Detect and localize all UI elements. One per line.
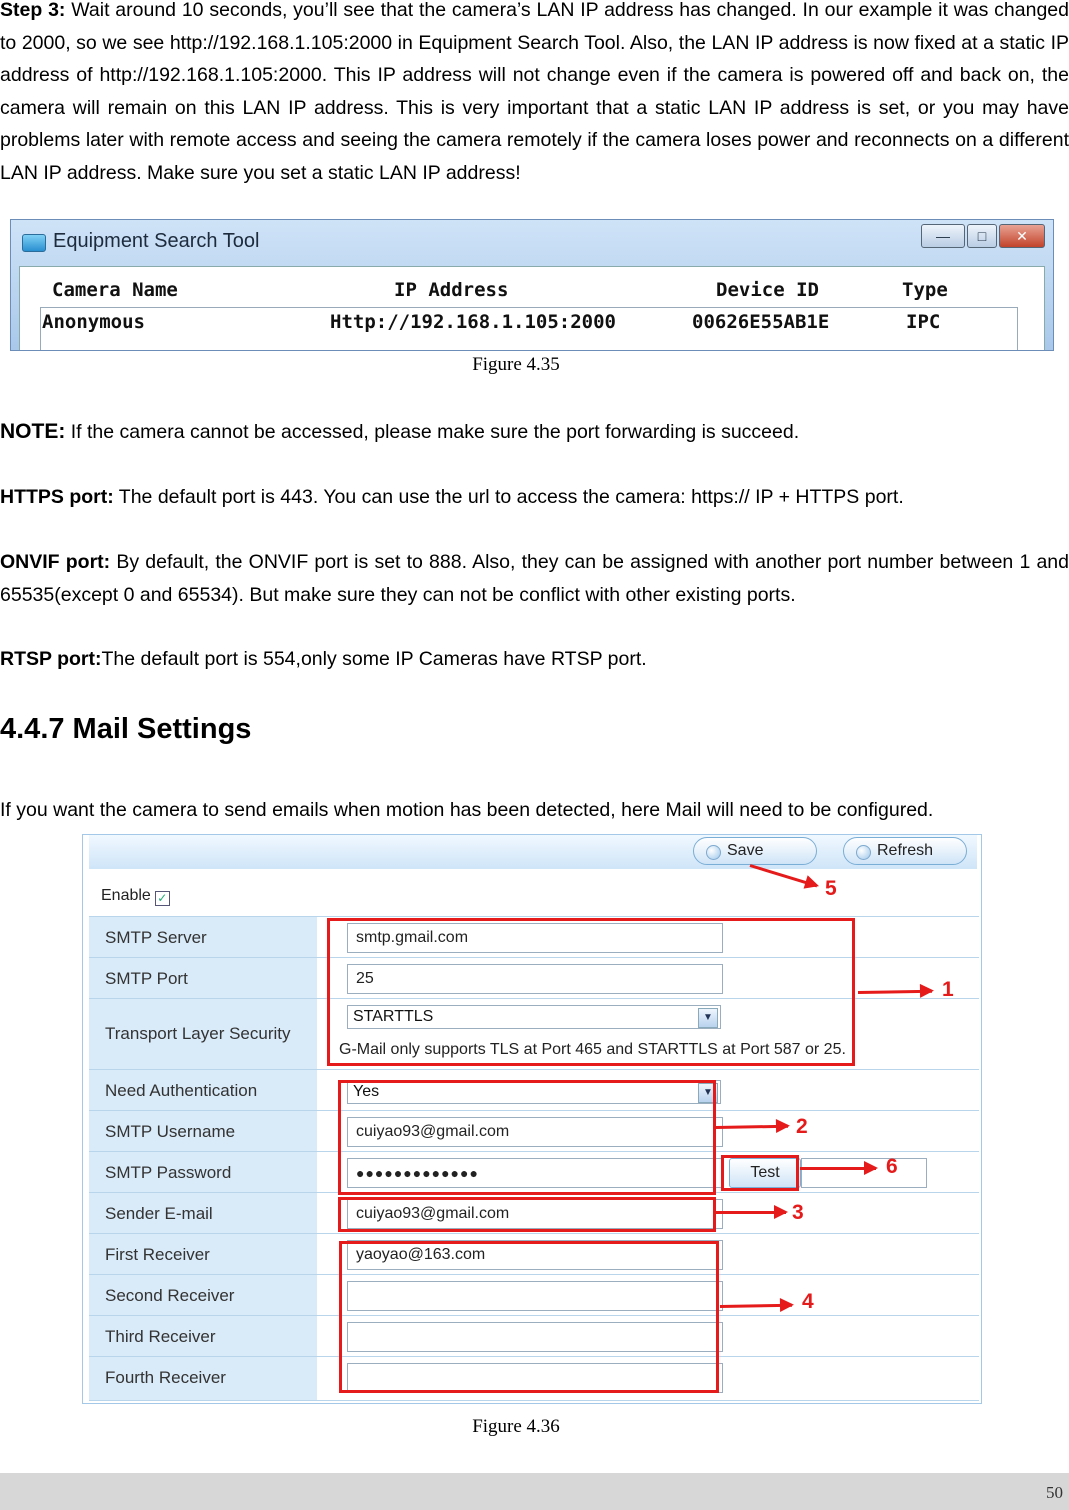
https-label: HTTPS port: xyxy=(0,486,114,508)
chevron-down-icon: ▼ xyxy=(698,1008,718,1028)
onvif-label: ONVIF port: xyxy=(0,551,111,573)
window-controls xyxy=(921,224,1045,248)
column-header-type[interactable]: Type xyxy=(902,279,948,301)
https-paragraph xyxy=(0,481,1069,514)
smtp-username-input[interactable]: cuiyao93@gmail.com xyxy=(347,1117,723,1147)
section-heading: 4.4.7 Mail Settings xyxy=(0,713,252,745)
note-text: If the camera cannot be accessed, please make sure the port forwarding is succeed. xyxy=(65,421,800,443)
equipment-search-tool-window xyxy=(10,219,1054,351)
callout-number-1: 1 xyxy=(942,978,954,1001)
cell-device-id: 00626E55AB1E xyxy=(692,311,830,333)
page-number: 50 xyxy=(1046,1483,1063,1502)
figure-caption: Figure 4.35 xyxy=(472,354,560,375)
page-footer xyxy=(0,1473,1069,1510)
step3-label: Step 3: xyxy=(0,0,66,21)
cell-type: IPC xyxy=(906,311,941,333)
window-title: Equipment Search Tool xyxy=(53,230,260,252)
enable-checkbox[interactable]: ✓ xyxy=(155,891,170,906)
maximize-icon[interactable]: □ xyxy=(967,224,997,248)
need-auth-label: Need Authentication xyxy=(105,1081,258,1100)
tls-label: Transport Layer Security xyxy=(105,1024,291,1043)
cell-ip-address[interactable]: Http://192.168.1.105:2000 xyxy=(330,311,616,333)
arrow-6-icon xyxy=(800,1167,876,1170)
username-label: SMTP Username xyxy=(105,1122,236,1141)
test-button[interactable]: Test xyxy=(729,1158,801,1188)
rtsp-paragraph xyxy=(0,643,1069,676)
save-label: Save xyxy=(727,842,764,859)
close-icon[interactable]: ✕ xyxy=(999,224,1045,248)
fourth-receiver-label: Fourth Receiver xyxy=(105,1368,226,1387)
toolbar xyxy=(89,835,977,869)
save-button[interactable] xyxy=(693,837,817,865)
enable-option[interactable] xyxy=(101,887,170,906)
arrow-1-icon xyxy=(858,990,932,994)
callout-box-2 xyxy=(338,1080,716,1195)
figure-caption: Figure 4.36 xyxy=(472,1416,560,1437)
step3-paragraph xyxy=(0,0,1069,189)
cell-camera-name: Anonymous xyxy=(42,311,145,333)
search-tool-icon xyxy=(22,234,46,252)
callout-number-5: 5 xyxy=(825,877,837,900)
arrow-4-icon xyxy=(720,1304,792,1308)
callout-box-3 xyxy=(338,1197,716,1232)
smtp-server-input[interactable]: smtp.gmail.com xyxy=(347,923,723,953)
smtp-password-input[interactable]: ●●●●●●●●●●●●● xyxy=(347,1158,723,1188)
mail-settings-panel xyxy=(82,834,982,1404)
note-paragraph xyxy=(0,416,1069,449)
refresh-label: Refresh xyxy=(877,842,934,859)
refresh-icon xyxy=(856,845,871,860)
save-icon xyxy=(706,845,721,860)
minimize-icon[interactable]: — xyxy=(921,224,965,248)
step3-text: Wait around 10 seconds, you’ll see that the camera’s LAN IP address has changed. In our example it was changed to 2000, so we see http://192.168.1.105:2000 in Equipment Search Tool. Also, the LAN IP address is now fixed at a static IP address of http://192.168.1.105:2000. This IP address will not change even if the camera is powered off and back on, the camera will remain on this LAN IP address. This is very important that a static LAN IP address is set, or you may have problems later with remote access and seeing the camera remotely if the camera loses power and reconnects on a different LAN IP address. Make sure you set a static LAN IP address! xyxy=(0,0,1069,184)
callout-number-4: 4 xyxy=(802,1290,814,1313)
smtp-port-label: SMTP Port xyxy=(105,969,188,988)
callout-box-1 xyxy=(327,918,855,1066)
tls-note: G-Mail only supports TLS at Port 465 and STARTTLS at Port 587 or 25. xyxy=(339,1041,846,1058)
onvif-text: By default, the ONVIF port is set to 888. Also, they can be assigned with another port number between 1 and 65535(except 0 and 65534). But make sure they can not be conflict with other existing ports. xyxy=(0,551,1069,606)
callout-box-4 xyxy=(339,1241,719,1393)
callout-number-2: 2 xyxy=(796,1115,808,1138)
first-receiver-input[interactable]: yaoyao@163.com xyxy=(347,1240,723,1270)
column-header-device-id[interactable]: Device ID xyxy=(716,279,819,301)
chevron-down-icon: ▼ xyxy=(698,1083,718,1103)
third-receiver-label: Third Receiver xyxy=(105,1327,216,1346)
need-auth-value: Yes xyxy=(353,1083,380,1100)
callout-box-6 xyxy=(721,1155,799,1191)
smtp-port-input[interactable]: 25 xyxy=(347,964,723,994)
onvif-paragraph xyxy=(0,546,1069,611)
https-text: The default port is 443. You can use the url to access the camera: https:// IP + HTTPS port. xyxy=(113,486,904,508)
column-header-ip-address[interactable]: IP Address xyxy=(394,279,509,301)
rtsp-label: RTSP port: xyxy=(0,648,102,670)
password-label: SMTP Password xyxy=(105,1163,232,1182)
arrow-2-icon xyxy=(716,1125,788,1129)
smtp-server-label: SMTP Server xyxy=(105,928,207,947)
arrow-3-icon xyxy=(716,1211,786,1214)
intro-paragraph: If you want the camera to send emails when motion has been detected, here Mail will need to be configured. xyxy=(0,799,934,821)
column-header-camera-name[interactable]: Camera Name xyxy=(52,279,178,301)
device-list xyxy=(19,266,1045,351)
second-receiver-label: Second Receiver xyxy=(105,1286,235,1305)
tls-value: STARTTLS xyxy=(353,1008,434,1025)
refresh-button[interactable] xyxy=(843,837,967,865)
rtsp-text: The default port is 554,only some IP Cameras have RTSP port. xyxy=(101,648,647,670)
enable-label: Enable xyxy=(101,887,151,904)
sender-label: Sender E-mail xyxy=(105,1204,213,1223)
sender-email-input[interactable]: cuiyao93@gmail.com xyxy=(347,1199,723,1229)
first-receiver-label: First Receiver xyxy=(105,1245,210,1264)
callout-number-6: 6 xyxy=(886,1155,898,1178)
note-label: NOTE: xyxy=(0,420,66,443)
callout-number-3: 3 xyxy=(792,1201,804,1224)
